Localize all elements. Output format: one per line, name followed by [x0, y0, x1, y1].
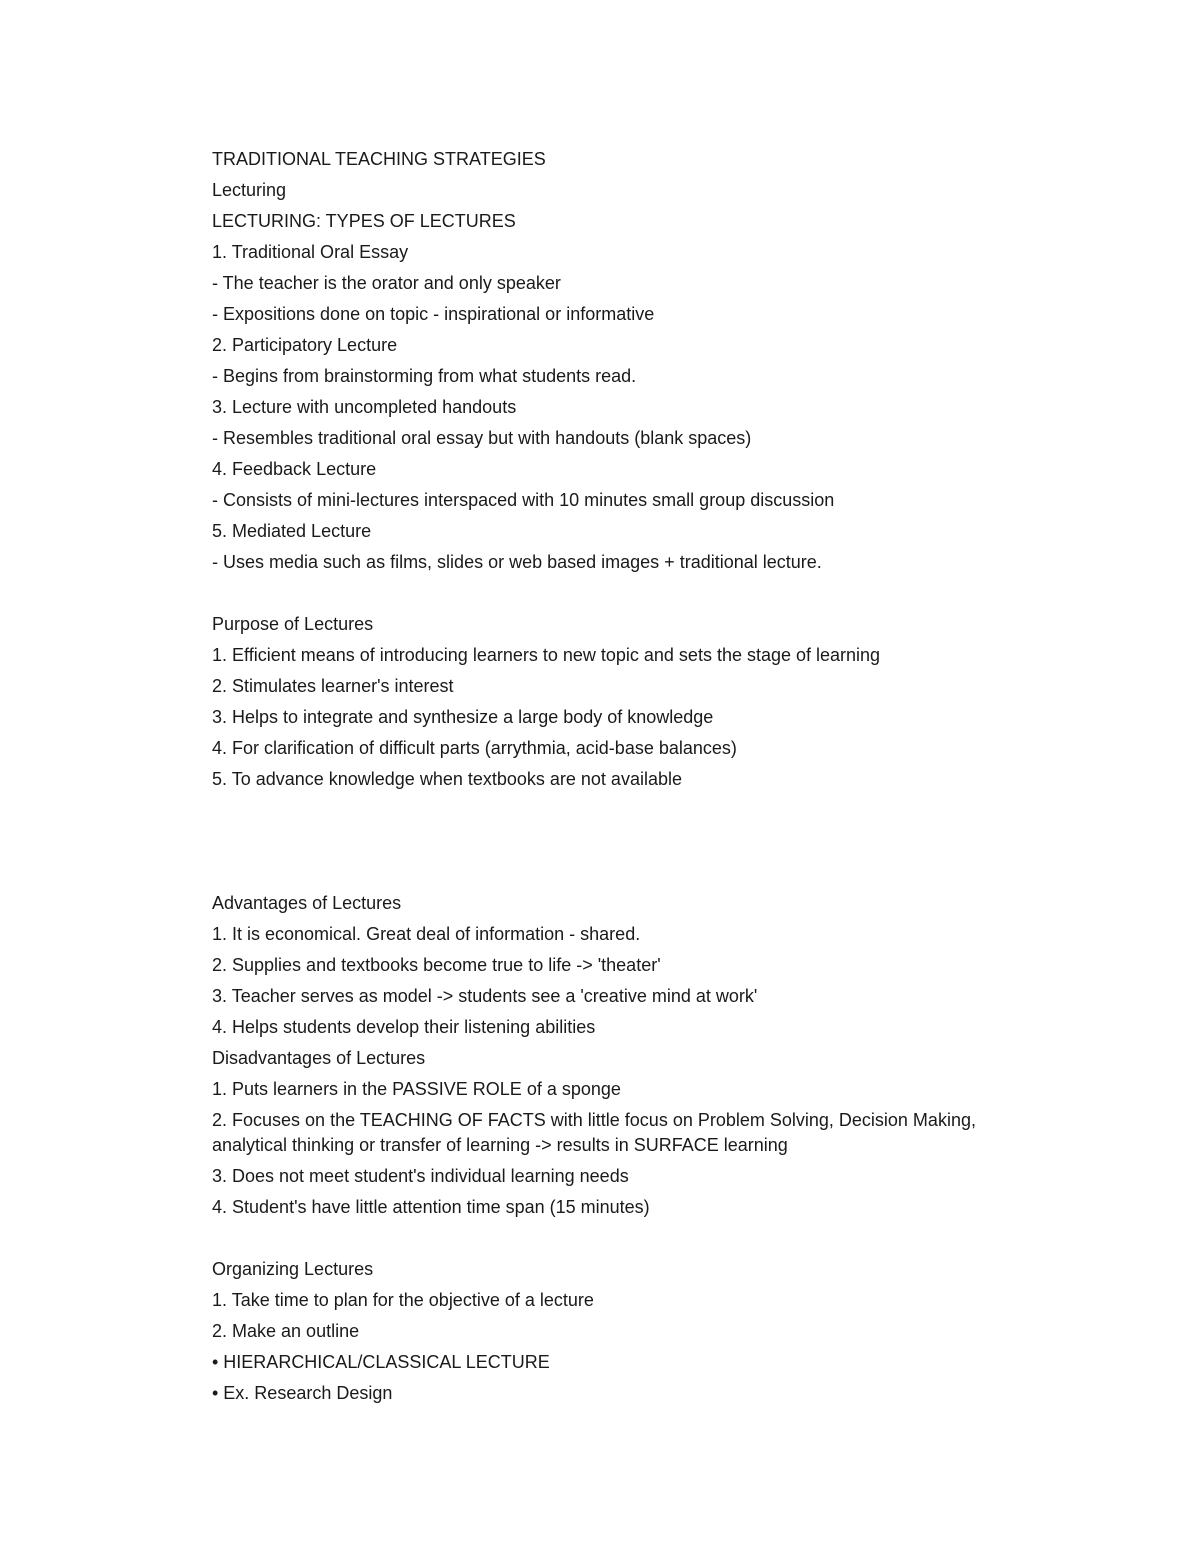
blank-lines	[212, 798, 1052, 891]
document-title: TRADITIONAL TEACHING STRATEGIES	[212, 149, 546, 169]
list-item: 1. Efficient means of introducing learners to new topic and sets the stage of learning	[212, 645, 881, 665]
list-item: 4. Student's have little attention time span (15 minutes)	[212, 1197, 650, 1217]
list-item: 1. Take time to plan for the objective of a lecture	[212, 1290, 594, 1310]
list-item: 3. Helps to integrate and synthesize a large body of knowledge	[212, 707, 714, 727]
list-item: 2. Stimulates learner's interest	[212, 676, 454, 696]
list-item: - The teacher is the orator and only speaker	[212, 273, 561, 293]
section-heading: LECTURING: TYPES OF LECTURES	[212, 211, 516, 231]
list-item: 4. Helps students develop their listening abilities	[212, 1017, 596, 1037]
blank-line	[212, 1226, 1052, 1257]
list-item: - Resembles traditional oral essay but with handouts (blank spaces)	[212, 428, 752, 448]
list-item: 5. Mediated Lecture	[212, 521, 372, 541]
section-heading: Lecturing	[212, 180, 287, 200]
list-item: 1. Puts learners in the PASSIVE ROLE of a sponge	[212, 1079, 621, 1099]
list-item: 4. Feedback Lecture	[212, 459, 377, 479]
list-item: 3. Lecture with uncompleted handouts	[212, 397, 517, 417]
list-item: - Consists of mini-lectures interspaced with 10 minutes small group discussion	[212, 490, 835, 510]
list-item: 4. For clarification of difficult parts (arrythmia, acid-base balances)	[212, 738, 737, 758]
list-item: 2. Participatory Lecture	[212, 335, 398, 355]
list-item: 1. It is economical. Great deal of information - shared.	[212, 924, 641, 944]
list-item: 2. Supplies and textbooks become true to life -> 'theater'	[212, 955, 661, 975]
section-heading: Purpose of Lectures	[212, 614, 374, 634]
list-item: 1. Traditional Oral Essay	[212, 242, 409, 262]
list-item: 2. Focuses on the TEACHING OF FACTS with little focus on Problem Solving, Decision Making, analytical thinking or transfer of learning -> results in SURFACE learning	[212, 1110, 976, 1155]
section-heading: Organizing Lectures	[212, 1259, 374, 1279]
bullet-item: • HIERARCHICAL/CLASSICAL LECTURE	[212, 1352, 550, 1372]
list-item: - Uses media such as films, slides or web based images + traditional lecture.	[212, 552, 822, 572]
list-item: - Begins from brainstorming from what students read.	[212, 366, 637, 386]
blank-line	[212, 581, 1052, 612]
list-item: - Expositions done on topic - inspirational or informative	[212, 304, 655, 324]
document-body	[212, 147, 1052, 1412]
section-heading: Advantages of Lectures	[212, 893, 402, 913]
section-heading: Disadvantages of Lectures	[212, 1048, 426, 1068]
list-item: 3. Does not meet student's individual learning needs	[212, 1166, 629, 1186]
list-item: 5. To advance knowledge when textbooks are not available	[212, 769, 682, 789]
list-item: 3. Teacher serves as model -> students see a 'creative mind at work'	[212, 986, 758, 1006]
bullet-item: • Ex. Research Design	[212, 1383, 393, 1403]
list-item: 2. Make an outline	[212, 1321, 360, 1341]
